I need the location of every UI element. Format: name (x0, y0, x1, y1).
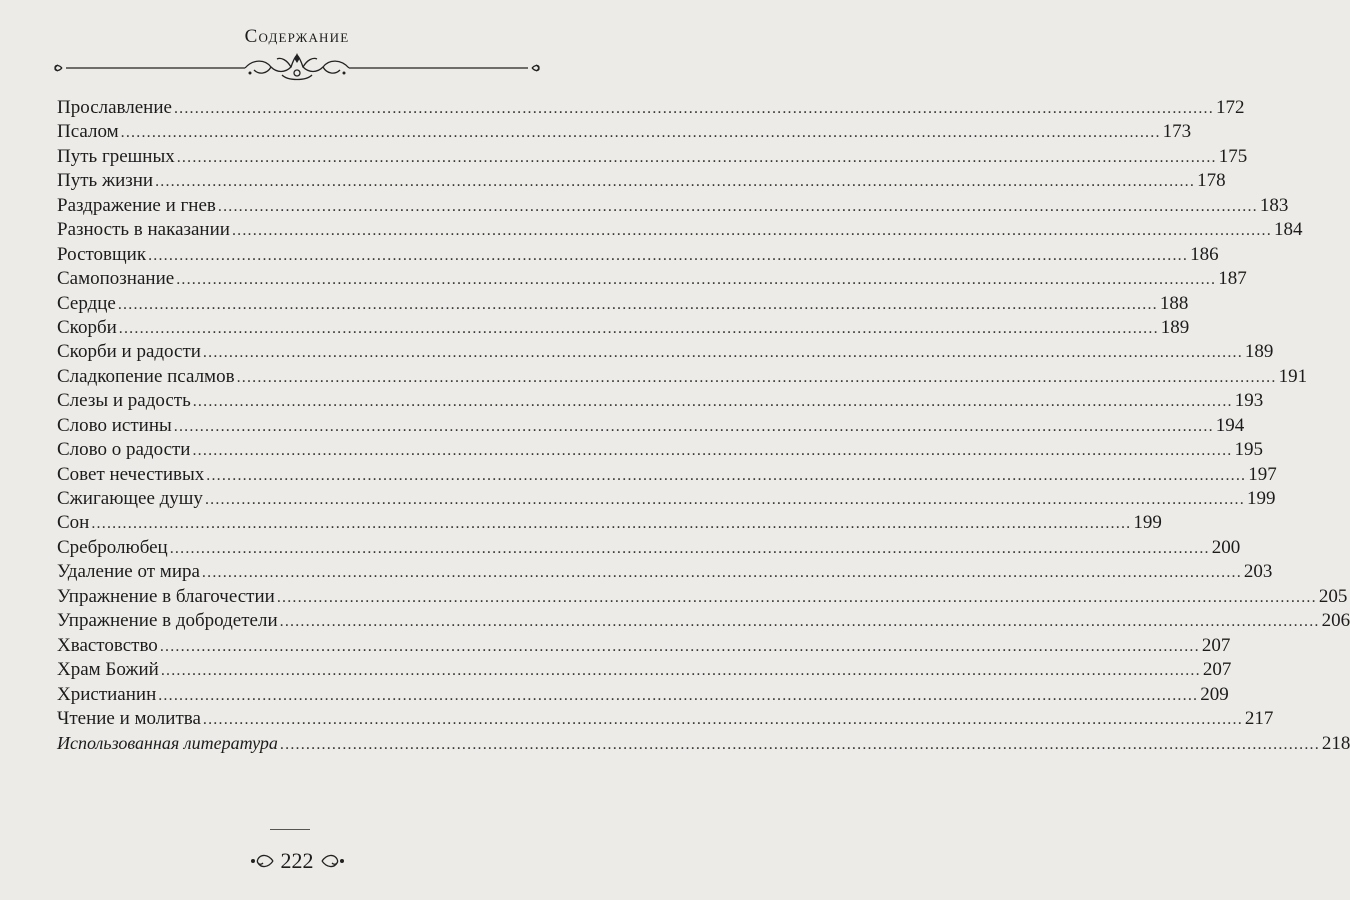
toc-entry-page: 195 (1234, 439, 1263, 461)
toc-dot-leader: ........................................................................................................................................................................................................ (91, 515, 1132, 533)
toc-entry[interactable] (57, 683, 1229, 707)
toc-entry-title: Хвастовство (57, 634, 158, 656)
toc-entry-title: Скорби (57, 316, 117, 338)
toc-entry[interactable] (57, 438, 1263, 462)
toc-entry-title: Сердце (57, 292, 116, 314)
toc-entry[interactable] (57, 218, 1303, 242)
toc-entry-page: 207 (1201, 634, 1231, 656)
toc-dot-leader: ........................................................................................................................................................................................................ (279, 736, 1320, 754)
toc-entry[interactable] (57, 487, 1276, 511)
toc-entry-page: 197 (1248, 463, 1277, 485)
toc-entry-title: Скорби и радости (57, 341, 201, 363)
toc-dot-leader: ........................................................................................................................................................................................................ (176, 148, 1217, 166)
toc-dot-leader: ........................................................................................................................................................................................................ (202, 710, 1243, 728)
toc-entry-title: Удаление от мира (57, 561, 200, 583)
toc-entry-title: Использованная литература (57, 733, 278, 754)
toc-dot-leader: ........................................................................................................................................................................................................ (201, 564, 1242, 582)
toc-entry-title: Ростовщик (57, 243, 147, 265)
toc-dot-leader: ........................................................................................................................................................................................................ (217, 197, 1258, 215)
toc-entry-page: 203 (1243, 561, 1273, 583)
toc-entry-page: 175 (1218, 145, 1248, 167)
toc-entry-page: 217 (1244, 707, 1274, 729)
toc-dot-leader: ........................................................................................................................................................................................................ (155, 173, 1196, 191)
toc-entry-title: Храм Божий (57, 659, 159, 681)
toc-entry-title: Сладкопение псалмов (57, 365, 235, 387)
left-ornament-icon (249, 852, 275, 870)
toc-entry-page: 209 (1200, 683, 1229, 705)
toc-entry[interactable] (57, 340, 1274, 364)
page-header-title: Содержание (244, 26, 350, 47)
right-ornament-icon (320, 852, 346, 870)
toc-dot-leader: ........................................................................................................................................................................................................ (117, 295, 1158, 313)
toc-entry-title: Упражнение в добродетели (57, 610, 278, 632)
toc-entry[interactable] (57, 658, 1232, 682)
toc-dot-leader: ........................................................................................................................................................................................................ (148, 246, 1189, 264)
toc-entry[interactable] (57, 243, 1219, 267)
toc-entry-page: 172 (1215, 97, 1245, 118)
toc-dot-leader: ........................................................................................................................................................................................................ (279, 613, 1320, 631)
toc-dot-leader: ........................................................................................................................................................................................................ (276, 588, 1317, 606)
toc-entry[interactable] (57, 463, 1277, 487)
toc-entry[interactable] (57, 316, 1190, 340)
toc-entry-page: 187 (1218, 268, 1247, 290)
toc-entry-title: Сжигающее душу (57, 488, 203, 509)
toc-entry-title: Слово истины (57, 414, 172, 436)
toc-entry[interactable] (57, 145, 1248, 169)
toc-entry[interactable] (57, 267, 1247, 291)
toc-entry-page: 189 (1244, 341, 1274, 363)
toc-entry-page: 205 (1318, 585, 1348, 607)
toc-entry[interactable] (57, 536, 1241, 560)
toc-entry[interactable] (57, 96, 1245, 120)
page-number: 222 (280, 848, 314, 873)
toc-entry-page: 189 (1160, 316, 1190, 338)
toc-entry[interactable] (57, 585, 1348, 609)
toc-dot-leader: ........................................................................................................................................................................................................ (169, 539, 1210, 557)
header-ornament-icon (50, 53, 544, 83)
toc-entry-page: 173 (1162, 121, 1192, 143)
toc-entry-page: 193 (1234, 390, 1264, 412)
toc-entry-title: Слезы и радость (57, 390, 191, 412)
toc-entry-title: Сребролюбец (57, 536, 168, 558)
toc-entry[interactable] (57, 120, 1192, 144)
toc-dot-leader: ........................................................................................................................................................................................................ (192, 442, 1233, 460)
toc-entry[interactable] (57, 414, 1245, 438)
toc-dot-leader: ........................................................................................................................................................................................................ (176, 271, 1217, 289)
toc-entry-title: Прославление (57, 97, 172, 118)
toc-entry-title: Слово о радости (57, 439, 191, 461)
toc-entry-title: Упражнение в благочестии (57, 585, 275, 607)
toc-entry-page: 188 (1159, 292, 1189, 314)
toc-dot-leader: ........................................................................................................................................................................................................ (173, 417, 1214, 435)
toc-entry[interactable] (57, 292, 1189, 316)
toc-entry-page: 207 (1202, 659, 1232, 681)
toc-entry-title: Раздражение и гнев (57, 194, 216, 216)
table-of-contents (57, 96, 1350, 756)
toc-entry-title: Разность в наказании (57, 219, 230, 241)
toc-dot-leader: ........................................................................................................................................................................................................ (236, 368, 1277, 386)
toc-entry-title: Псалом (57, 121, 119, 143)
toc-dot-leader: ........................................................................................................................................................................................................ (160, 662, 1201, 680)
toc-dot-leader: ........................................................................................................................................................................................................ (118, 319, 1159, 337)
toc-entry[interactable] (57, 194, 1289, 218)
toc-entry[interactable] (57, 169, 1226, 193)
toc-dot-leader: ........................................................................................................................................................................................................ (206, 466, 1247, 484)
toc-entry[interactable] (57, 707, 1274, 731)
toc-entry[interactable] (57, 731, 1350, 755)
toc-dot-leader: ........................................................................................................................................................................................................ (192, 393, 1233, 411)
toc-entry-page: 199 (1133, 512, 1162, 534)
toc-entry-title: Чтение и молитва (57, 707, 201, 729)
page-footer (0, 848, 594, 875)
toc-dot-leader: ........................................................................................................................................................................................................ (159, 637, 1200, 655)
toc-entry-page: 184 (1273, 219, 1303, 241)
toc-dot-leader: ........................................................................................................................................................................................................ (120, 124, 1161, 142)
toc-entry-page: 200 (1211, 536, 1241, 558)
toc-dot-leader: ........................................................................................................................................................................................................ (202, 344, 1243, 362)
toc-entry[interactable] (57, 560, 1273, 584)
toc-entry[interactable] (57, 389, 1264, 413)
toc-entry[interactable] (57, 511, 1162, 535)
toc-dot-leader: ........................................................................................................................................................................................................ (204, 491, 1245, 508)
toc-dot-leader: ........................................................................................................................................................................................................ (231, 222, 1272, 240)
footer-divider (270, 829, 310, 830)
toc-entry-title: Христианин (57, 683, 157, 705)
toc-entry-page: 206 (1321, 610, 1350, 632)
toc-entry[interactable] (57, 365, 1308, 389)
toc-entry-title: Путь жизни (57, 170, 154, 192)
toc-entry[interactable] (57, 609, 1350, 633)
toc-dot-leader: ........................................................................................................................................................................................................ (173, 100, 1214, 117)
toc-entry-title: Путь грешных (57, 145, 175, 167)
toc-entry-page: 194 (1215, 414, 1245, 436)
toc-entry-title: Самопознание (57, 268, 175, 290)
toc-entry-title: Совет нечестивых (57, 463, 205, 485)
toc-dot-leader: ........................................................................................................................................................................................................ (158, 686, 1199, 704)
toc-entry-page: 183 (1259, 194, 1289, 216)
toc-entry-page: 186 (1190, 243, 1219, 265)
toc-entry-page: 218 (1321, 733, 1350, 755)
toc-entry-page: 191 (1278, 365, 1308, 387)
toc-entry-title: Сон (57, 512, 90, 534)
toc-entry-page: 199 (1246, 488, 1276, 509)
toc-entry[interactable] (57, 634, 1231, 658)
toc-entry-page: 178 (1197, 170, 1226, 192)
